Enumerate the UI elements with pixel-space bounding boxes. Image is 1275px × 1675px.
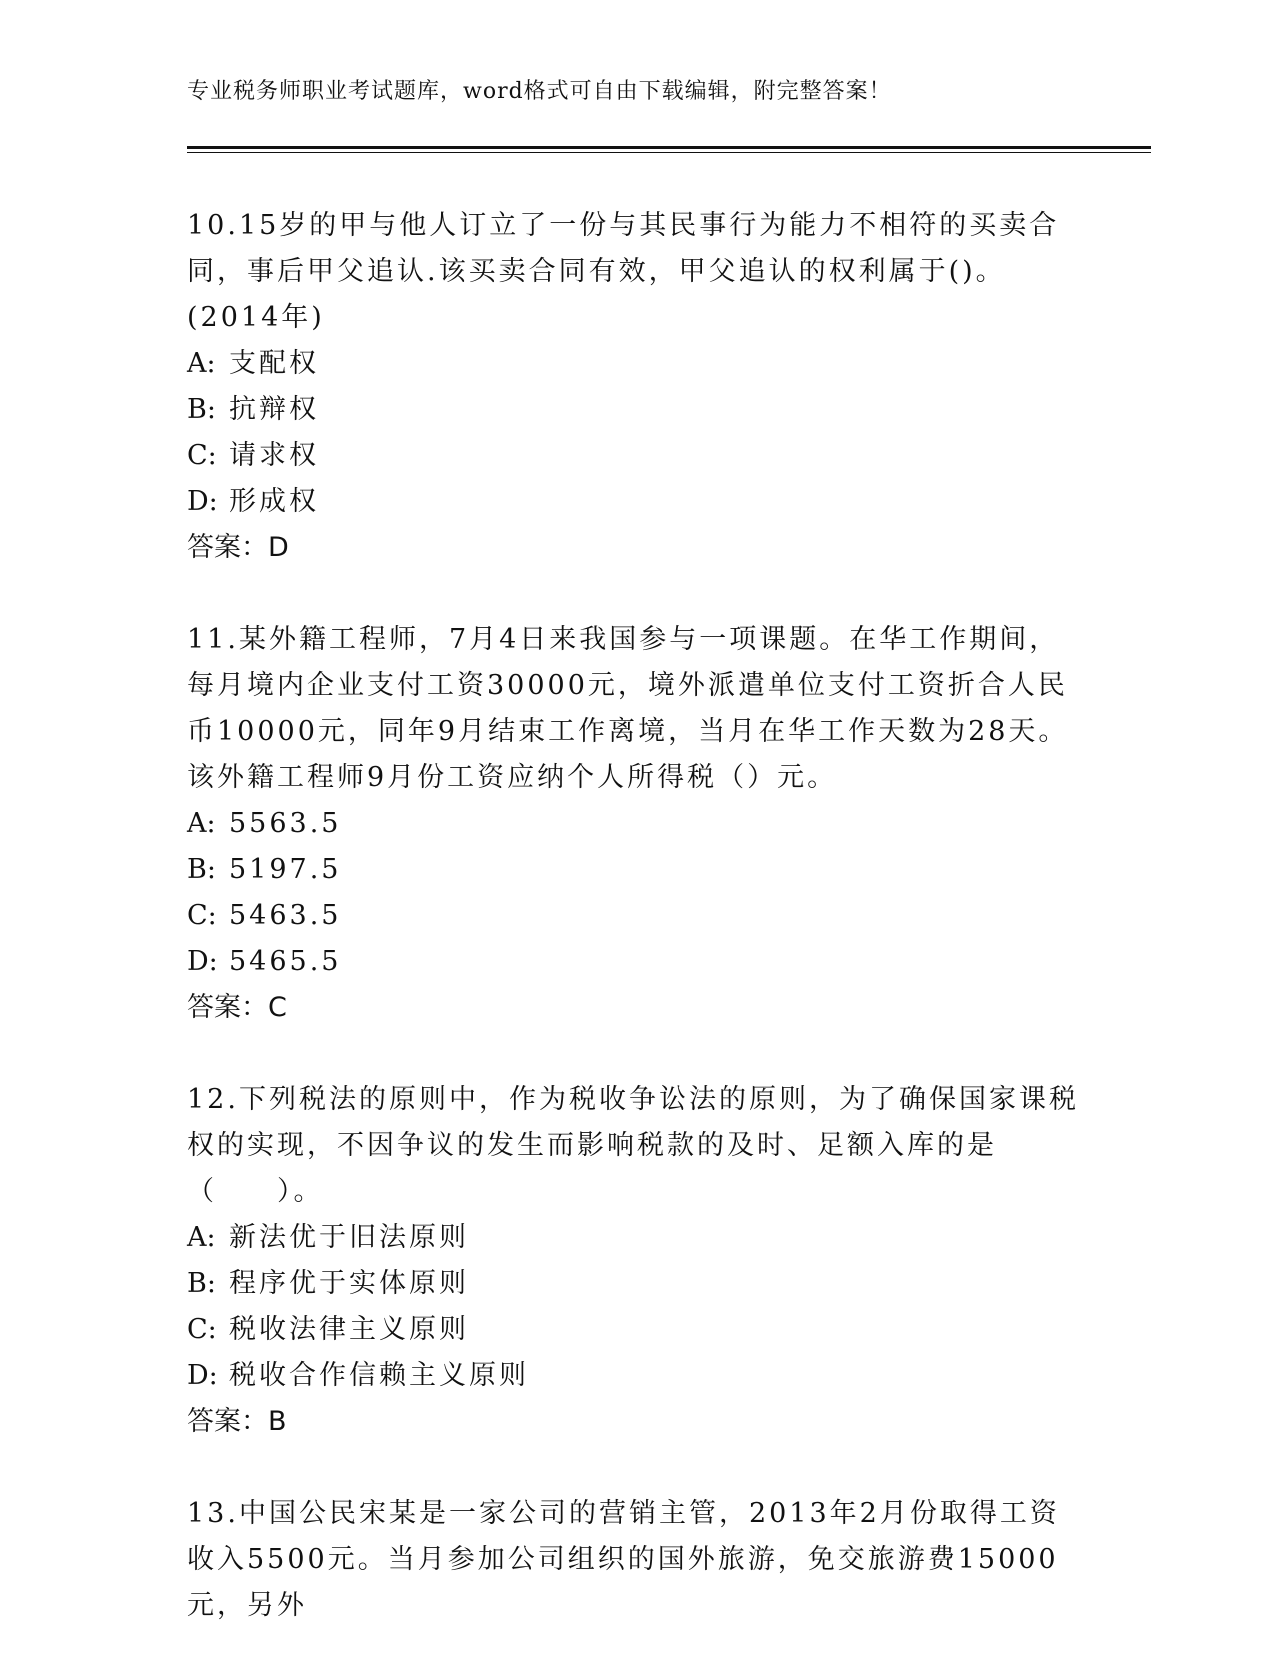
- header-divider-thick: [187, 146, 1151, 149]
- option-d: [187, 1353, 1087, 1399]
- answer-label: 答案：: [187, 992, 268, 1023]
- option-key: A:: [187, 1222, 216, 1253]
- option-key: B:: [187, 854, 216, 885]
- answer-label: 答案：: [187, 532, 268, 563]
- option-key: C:: [187, 900, 217, 931]
- option-text: 5197.5: [229, 854, 342, 885]
- option-key: B:: [187, 1268, 216, 1299]
- option-text: 程序优于实体原则: [229, 1268, 469, 1299]
- option-text: 5563.5: [229, 808, 342, 839]
- option-key: A:: [187, 348, 216, 379]
- option-text: 新法优于旧法原则: [229, 1222, 469, 1253]
- option-a: [187, 801, 1087, 847]
- question-13: [187, 1491, 1087, 1629]
- option-key: D:: [187, 486, 218, 517]
- question-stem: 13.中国公民宋某是一家公司的营销主管，2013年2月份取得工资收入5500元。当月参加公司组织的国外旅游，免交旅游费15000元，另外: [187, 1498, 1060, 1621]
- option-c: [187, 893, 1087, 939]
- header-divider-thin: [187, 152, 1151, 153]
- option-text: 形成权: [229, 486, 319, 517]
- question-10: [187, 203, 1087, 571]
- question-stem: 11.某外籍工程师，7月4日来我国参与一项课题。在华工作期间，每月境内企业支付工资30000元，境外派遣单位支付工资折合人民币10000元，同年9月结束工作离境，当月在华工作天数为28天。该外籍工程师9月份工资应纳个人所得税（）元。: [187, 624, 1069, 793]
- answer-value: D: [268, 532, 289, 563]
- question-stem: 10.15岁的甲与他人订立了一份与其民事行为能力不相符的买卖合同，事后甲父追认.该买卖合同有效，甲父追认的权利属于()。(2014年): [187, 210, 1060, 333]
- option-a: [187, 341, 1087, 387]
- option-b: [187, 387, 1087, 433]
- page-header: 专业税务师职业考试题库，word格式可自由下载编辑，附完整答案！: [187, 79, 892, 104]
- question-list: [187, 203, 1087, 1675]
- option-text: 抗辩权: [229, 394, 319, 425]
- option-d: [187, 939, 1087, 985]
- option-text: 5463.5: [229, 900, 342, 931]
- option-text: 5465.5: [229, 946, 342, 977]
- option-text: 税收法律主义原则: [229, 1314, 469, 1345]
- option-key: C:: [187, 1314, 217, 1345]
- option-key: B:: [187, 394, 216, 425]
- question-11: [187, 617, 1087, 1031]
- answer-label: 答案：: [187, 1406, 268, 1437]
- option-c: [187, 1307, 1087, 1353]
- option-key: D:: [187, 946, 218, 977]
- option-c: [187, 433, 1087, 479]
- option-key: A:: [187, 808, 216, 839]
- option-b: [187, 847, 1087, 893]
- answer-value: C: [268, 992, 287, 1023]
- answer-value: B: [268, 1406, 287, 1437]
- question-stem: 12.下列税法的原则中，作为税收争讼法的原则，为了确保国家课税权的实现，不因争议的发生而影响税款的及时、足额入库的是（ ）。: [187, 1084, 1079, 1207]
- option-text: 税收合作信赖主义原则: [229, 1360, 529, 1391]
- option-key: D:: [187, 1360, 218, 1391]
- option-key: C:: [187, 440, 217, 471]
- option-text: 支配权: [229, 348, 319, 379]
- option-a: [187, 1215, 1087, 1261]
- answer-line: [187, 525, 1087, 571]
- answer-line: [187, 985, 1087, 1031]
- option-d: [187, 479, 1087, 525]
- option-b: [187, 1261, 1087, 1307]
- question-12: [187, 1077, 1087, 1445]
- option-text: 请求权: [229, 440, 319, 471]
- answer-line: [187, 1399, 1087, 1445]
